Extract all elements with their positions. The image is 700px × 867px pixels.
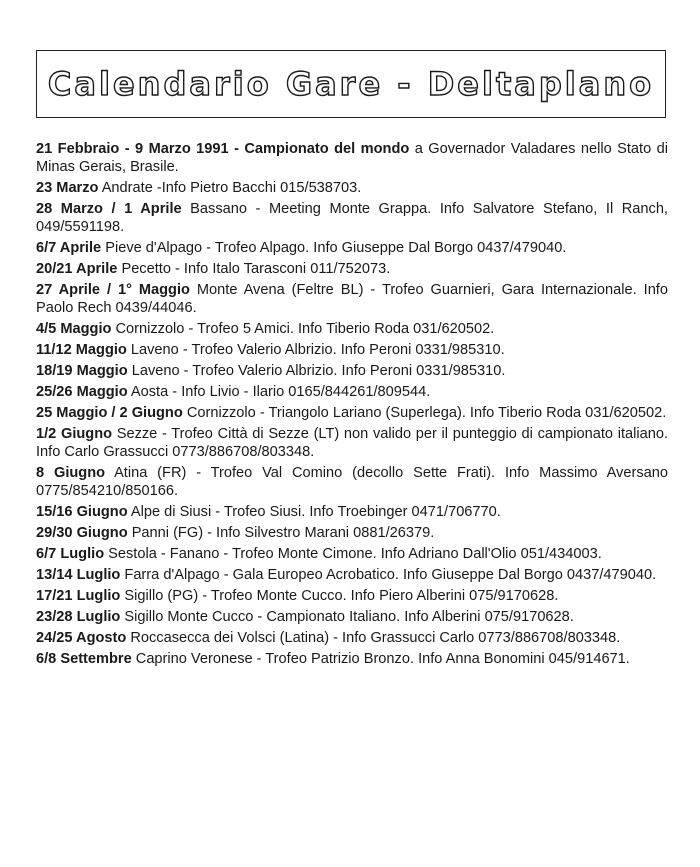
event-details: Panni (FG) - Info Silvestro Marani 0881/26379. xyxy=(127,525,435,541)
title-box xyxy=(36,50,666,118)
event-date: 6/7 Aprile xyxy=(36,240,102,256)
event-details: Alpe di Siusi - Trofeo Siusi. Info Troebinger 0471/706770. xyxy=(127,504,501,520)
list-item xyxy=(36,650,668,668)
event-details: Sestola - Fanano - Trofeo Monte Cimone. Info Adriano Dall'Olio 051/434003. xyxy=(104,546,602,562)
list-item xyxy=(36,383,668,401)
event-details: Cornizzolo - Trofeo 5 Amici. Info Tiberio Roda 031/620502. xyxy=(111,321,495,337)
event-date: 20/21 Aprile xyxy=(36,261,118,277)
event-details: a Governador Valadares nello Stato di Minas Gerais, Brasile. xyxy=(36,141,668,175)
event-date: 28 Marzo / 1 Aprile xyxy=(36,201,182,217)
event-details: Bassano - Meeting Monte Grappa. Info Salvatore Stefano, Il Ranch, 049/5591198. xyxy=(36,201,668,235)
list-item xyxy=(36,260,668,278)
event-date: 29/30 Giugno xyxy=(36,525,128,541)
event-details: Andrate -Info Pietro Bacchi 015/538703. xyxy=(98,180,362,196)
event-date: 11/12 Maggio xyxy=(36,342,127,358)
event-date: 13/14 Luglio xyxy=(36,567,121,583)
event-details: Cornizzolo - Triangolo Lariano (Superlega). Info Tiberio Roda 031/620502. xyxy=(182,405,667,421)
event-date: 1/2 Giugno xyxy=(36,426,113,442)
event-details: Monte Avena (Feltre BL) - Trofeo Guarnieri, Gara Internazionale. Info Paolo Rech 0439/44046. xyxy=(36,282,668,316)
event-details: Laveno - Trofeo Valerio Albrizio. Info Peroni 0331/985310. xyxy=(127,363,506,379)
list-item xyxy=(36,281,668,317)
event-date: 4/5 Maggio xyxy=(36,321,112,337)
event-details: Laveno - Trofeo Valerio Albrizio. Info Peroni 0331/985310. xyxy=(126,342,505,358)
list-item xyxy=(36,362,668,380)
event-details: Pieve d'Alpago - Trofeo Alpago. Info Giuseppe Dal Borgo 0437/479040. xyxy=(101,240,567,256)
event-details: Sezze - Trofeo Città di Sezze (LT) non valido per il punteggio di campionato italiano. Info Carlo Grassucci 0773/886708/803348. xyxy=(36,426,669,460)
page-title: Calendario Gare - Deltaplano xyxy=(47,65,655,103)
event-details: Caprino Veronese - Trofeo Patrizio Bronzo. Info Anna Bonomini 045/914671. xyxy=(131,651,630,667)
event-list xyxy=(36,140,668,671)
event-details: Atina (FR) - Trofeo Val Comino (decollo Sette Frati). Info Massimo Aversano 0775/854210/850166. xyxy=(36,465,668,499)
event-details: Sigillo Monte Cucco - Campionato Italiano. Info Alberini 075/9170628. xyxy=(120,609,574,625)
list-item xyxy=(36,524,668,542)
list-item xyxy=(36,320,668,338)
event-date: 15/16 Giugno xyxy=(36,504,128,520)
event-date: 25/26 Maggio xyxy=(36,384,128,400)
event-date: 24/25 Agosto xyxy=(36,630,127,646)
event-date: 18/19 Maggio xyxy=(36,363,128,379)
event-date: 23/28 Luglio xyxy=(36,609,121,625)
list-item xyxy=(36,239,668,257)
list-item xyxy=(36,404,668,422)
list-item xyxy=(36,200,668,236)
list-item xyxy=(36,341,668,359)
event-date: 27 Aprile / 1° Maggio xyxy=(36,282,190,298)
event-date: 6/8 Settembre xyxy=(36,651,132,667)
event-details: Farra d'Alpago - Gala Europeo Acrobatico. Info Giuseppe Dal Borgo 0437/479040. xyxy=(120,567,657,583)
list-item xyxy=(36,140,668,176)
list-item xyxy=(36,179,668,197)
event-date: 21 Febbraio - 9 Marzo 1991 - Campionato del mondo xyxy=(36,141,410,157)
event-date: 23 Marzo xyxy=(36,180,99,196)
list-item xyxy=(36,587,668,605)
list-item xyxy=(36,545,668,563)
list-item xyxy=(36,425,668,461)
event-date: 8 Giugno xyxy=(36,465,106,481)
list-item xyxy=(36,503,668,521)
list-item xyxy=(36,464,668,500)
event-date: 25 Maggio / 2 Giugno xyxy=(36,405,183,421)
event-details: Sigillo (PG) - Trofeo Monte Cucco. Info Piero Alberini 075/9170628. xyxy=(120,588,559,604)
event-details: Aosta - Info Livio - Ilario 0165/844261/809544. xyxy=(127,384,431,400)
event-details: Pecetto - Info Italo Tarasconi 011/752073. xyxy=(117,261,391,277)
event-date: 6/7 Luglio xyxy=(36,546,105,562)
event-date: 17/21 Luglio xyxy=(36,588,121,604)
list-item xyxy=(36,608,668,626)
event-details: Roccasecca dei Volsci (Latina) - Info Grassucci Carlo 0773/886708/803348. xyxy=(126,630,621,646)
list-item xyxy=(36,629,668,647)
list-item xyxy=(36,566,668,584)
